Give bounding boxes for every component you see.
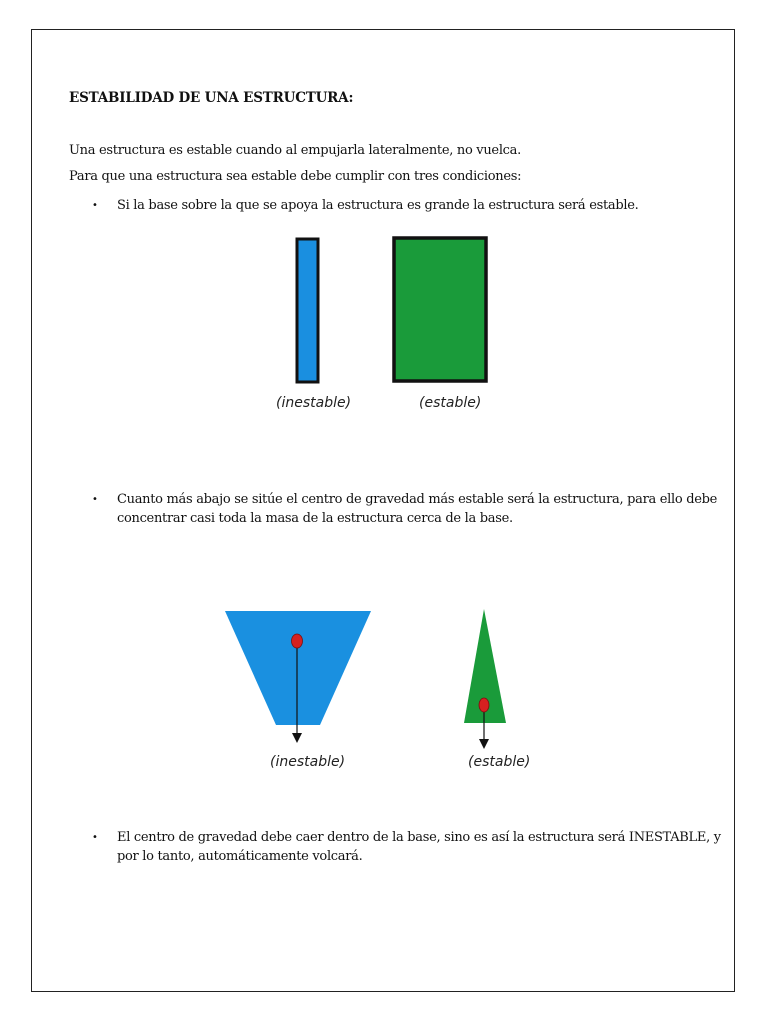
- intro-line-2: Para que una estructura sea estable debe cumplir con tres condiciones:: [69, 169, 522, 184]
- arrow-down-icon: [479, 739, 489, 749]
- figure-base-size: [280, 230, 510, 390]
- figure-1-caption-right: (estable): [419, 395, 482, 411]
- figure-2-caption-right: (estable): [468, 754, 531, 770]
- wide-block-shape: [394, 238, 486, 381]
- arrow-down-icon: [292, 733, 302, 743]
- figure-center-of-gravity: [220, 605, 520, 750]
- bullet-3-line-2: por lo tanto, automáticamente volcará.: [117, 849, 363, 864]
- bullet-glyph: •: [92, 832, 98, 843]
- bullet-glyph: •: [92, 200, 98, 211]
- bullet-2-line-1: Cuanto más abajo se sitúe el centro de gravedad más estable será la estructura, para ello debe: [117, 492, 718, 507]
- figure-1-caption-left: (inestable): [276, 395, 352, 411]
- bullet-2-line-2: concentrar casi toda la masa de la estructura cerca de la base.: [117, 511, 513, 526]
- center-of-gravity-dot-right: [479, 698, 489, 712]
- bullet-glyph: •: [92, 494, 98, 505]
- page-title: ESTABILIDAD DE UNA ESTRUCTURA:: [69, 90, 354, 106]
- center-of-gravity-dot-left: [292, 634, 303, 648]
- narrow-bar-shape: [297, 239, 318, 382]
- bullet-3-line-1: El centro de gravedad debe caer dentro de la base, sino es así la estructura será INESTABLE, y: [117, 830, 721, 845]
- figure-2-caption-left: (inestable): [270, 754, 346, 770]
- trapezoid-shape: [225, 611, 371, 725]
- intro-line-1: Una estructura es estable cuando al empujarla lateralmente, no vuelca.: [69, 143, 521, 158]
- bullet-1-line-1: Si la base sobre la que se apoya la estructura es grande la estructura será estable.: [117, 198, 639, 213]
